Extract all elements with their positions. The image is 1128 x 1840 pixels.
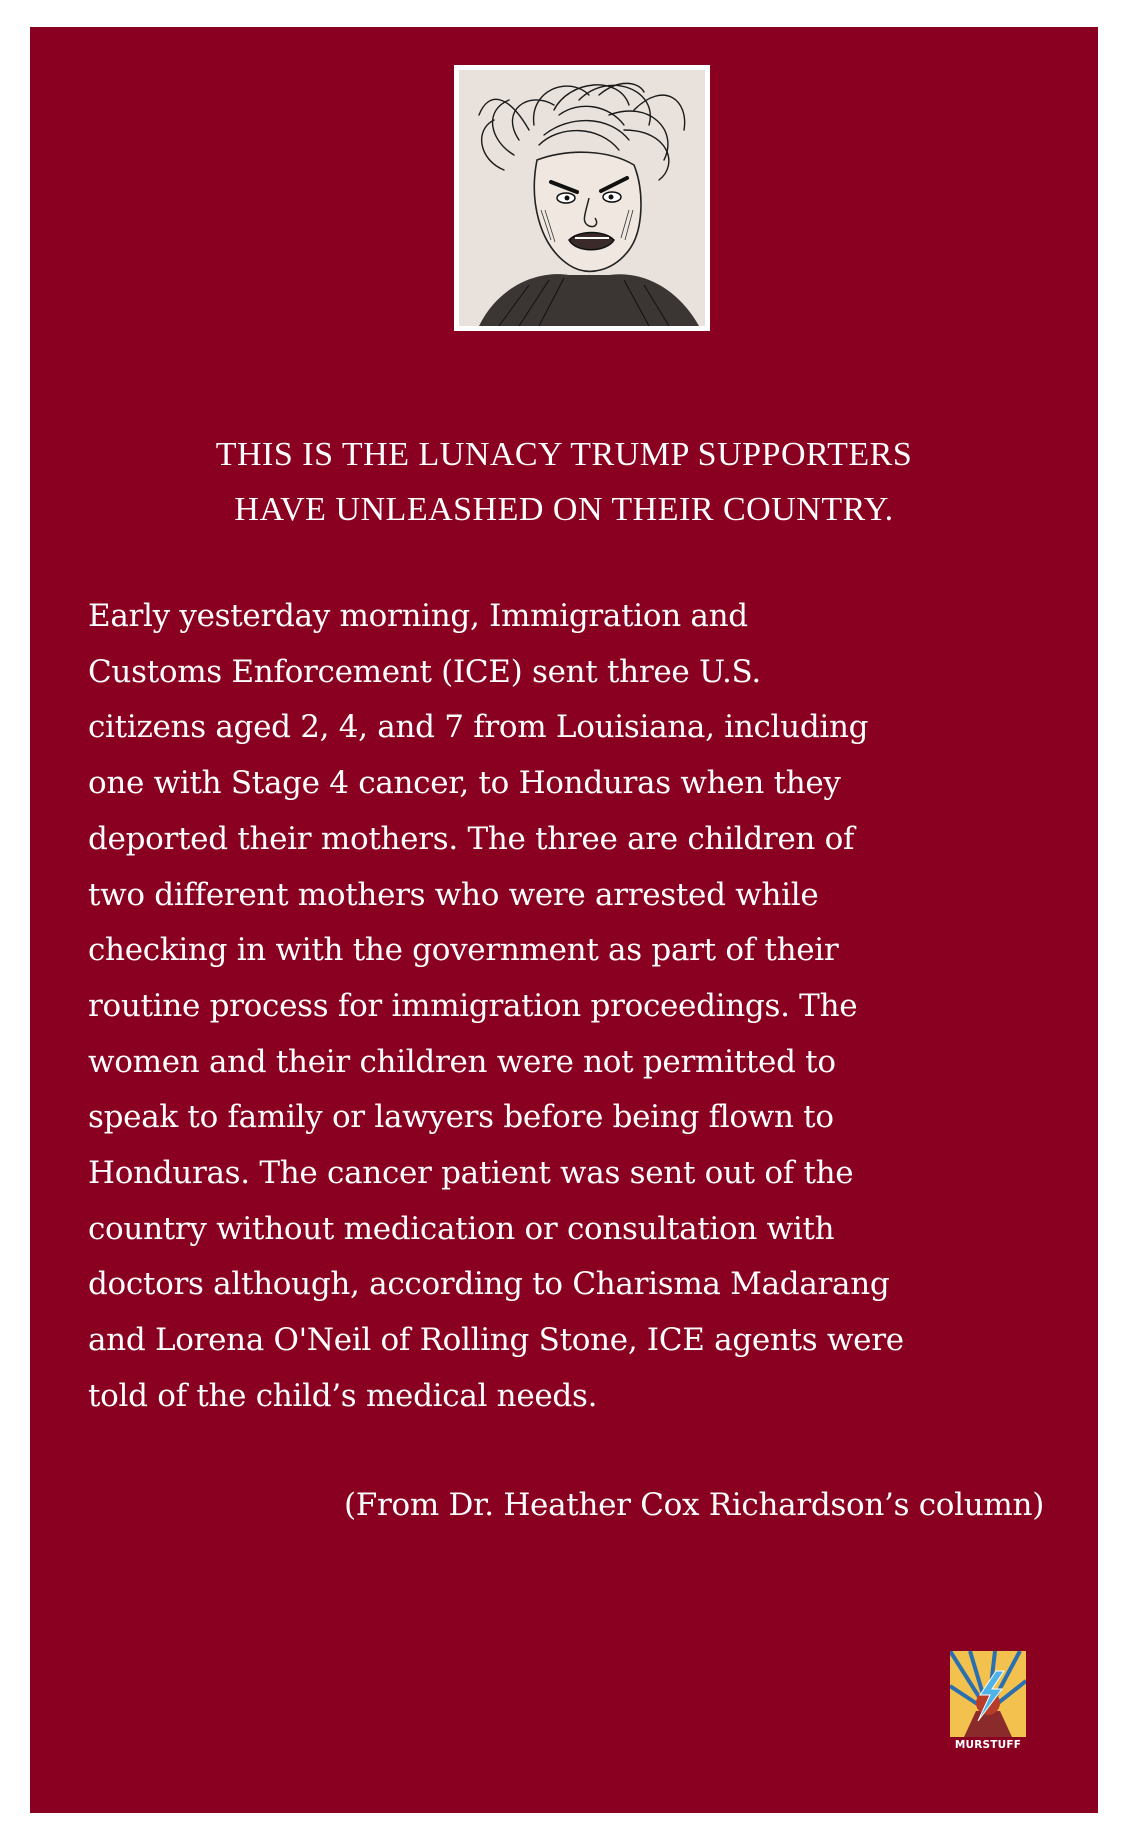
body-line: speak to family or lawyers before being flown to [88,1099,834,1136]
headline [30,427,1098,537]
headline-line-1: THIS IS THE LUNACY TRUMP SUPPORTERS [215,436,913,473]
body-line: and Lorena O'Neil of Rolling Stone, ICE agents were [88,1322,904,1359]
logo-label: MURSTUFF [954,1739,1022,1751]
body-line: Customs Enforcement (ICE) sent three U.S. [88,653,761,690]
attribution: (From Dr. Heather Cox Richardson’s column) [344,1487,1044,1523]
body-line: citizens aged 2, 4, and 7 from Louisiana, including [88,709,869,746]
body-line: one with Stage 4 cancer, to Honduras when they [88,765,841,802]
body-line: deported their mothers. The three are children of [88,820,855,857]
body-line: routine process for immigration proceedings. The [88,987,858,1024]
body-line: two different mothers who were arrested while [88,876,819,913]
body-line: women and their children were not permitted to [88,1043,836,1080]
portrait-frame [454,65,710,331]
body-line: told of the child’s medical needs. [88,1377,598,1414]
poster-panel [30,27,1098,1813]
article-body [88,589,1068,1425]
body-line: Honduras. The cancer patient was sent out of the [88,1155,854,1192]
headline-line-2: HAVE UNLEASHED ON THEIR COUNTRY. [234,491,894,528]
murstuff-logo [950,1651,1026,1759]
body-line: Early yesterday morning, Immigration and [88,598,748,634]
angry-caricature-icon [459,70,705,326]
body-line: checking in with the government as part of their [88,932,839,969]
body-line: country without medication or consultation with [88,1210,835,1247]
body-line: doctors although, according to Charisma Madarang [88,1266,890,1303]
